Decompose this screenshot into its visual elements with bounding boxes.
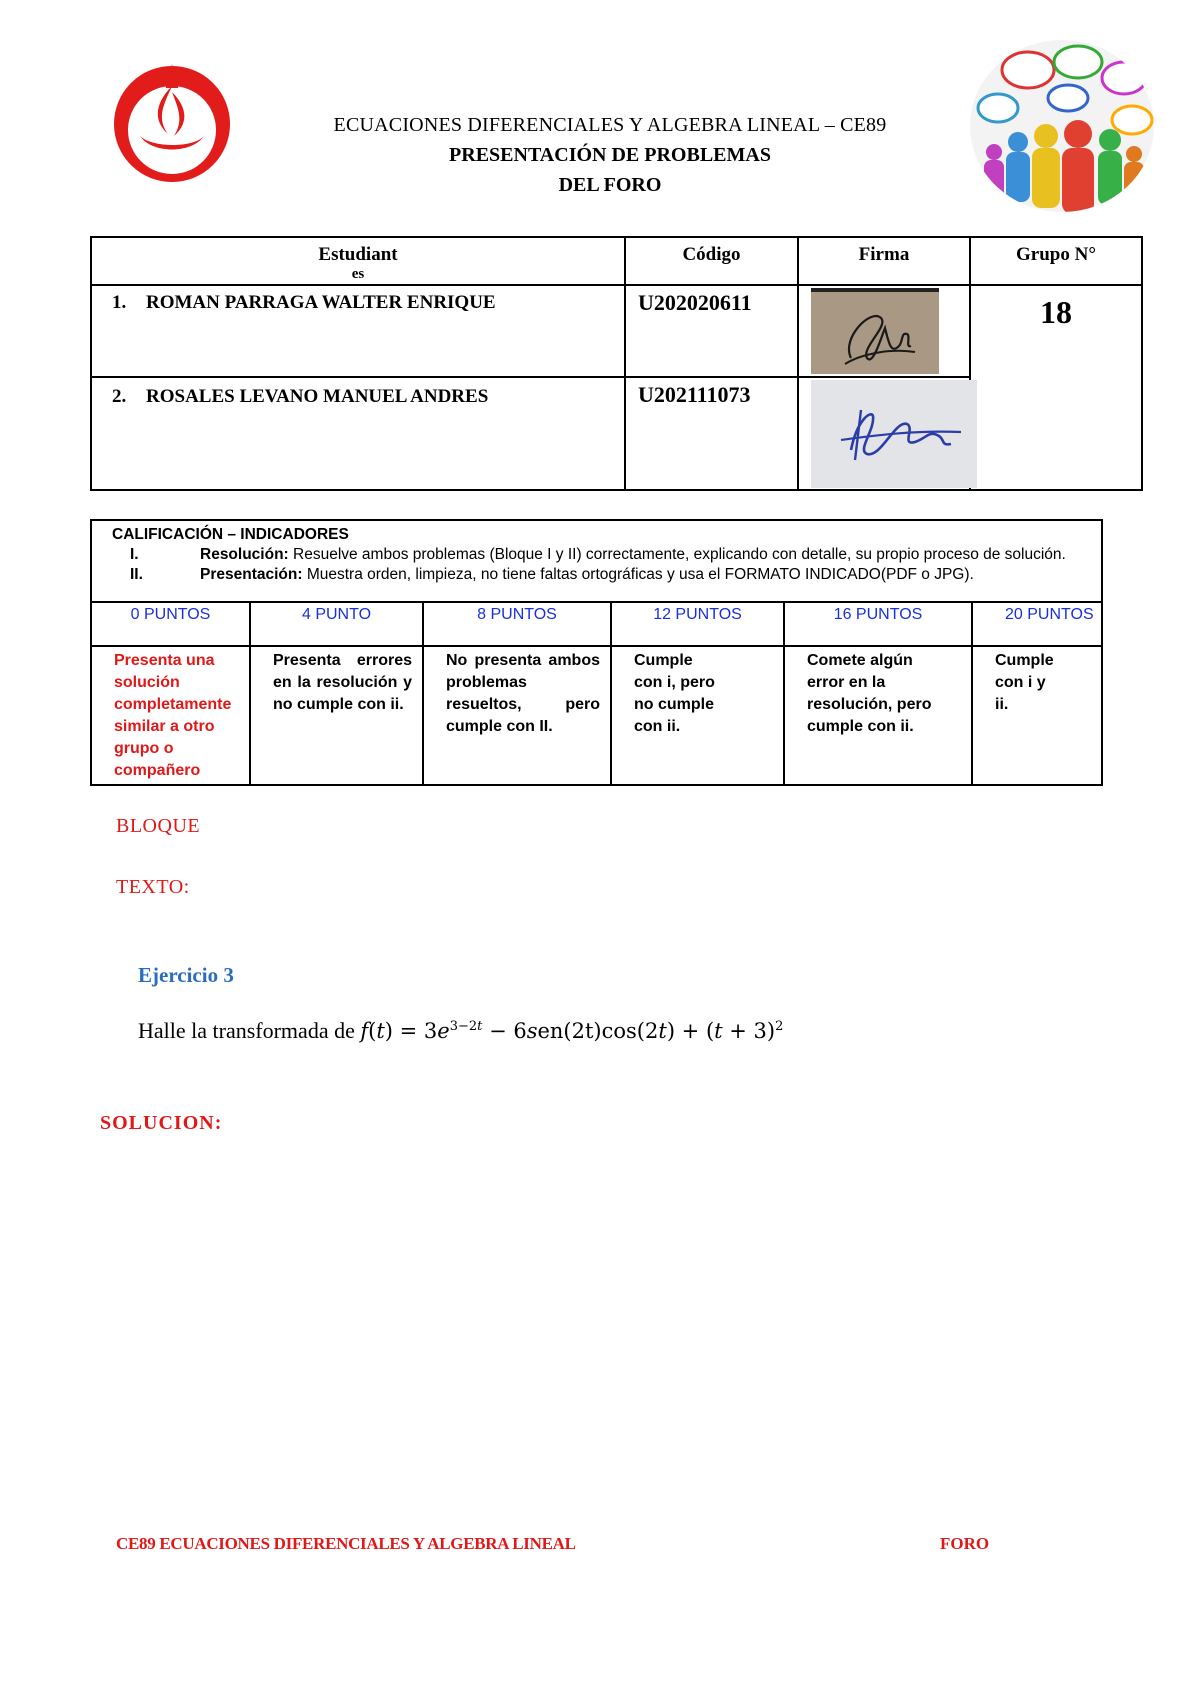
student-name: ROMAN PARRAGA WALTER ENRIQUE <box>146 292 496 313</box>
indicators-cell <box>91 520 1102 602</box>
indicators-title: CALIFICACIÓN – INDICADORES <box>112 526 349 543</box>
indicator-text: Muestra orden, limpieza, no tiene faltas ortográficas y usa el FORMATO INDICADO(PDF o JPG). <box>302 566 974 583</box>
student-row-1-signature <box>798 285 970 377</box>
student-row-2-signature <box>798 377 970 490</box>
level-description: Cumple con i y ii. <box>972 646 1102 785</box>
presentation-title: PRESENTACIÓN DE PROBLEMAS <box>449 144 771 166</box>
student-row-2-code: U202111073 <box>625 377 798 490</box>
points-level: 8 PUNTOS <box>423 602 611 646</box>
bloque-label: BLOQUE <box>116 815 201 837</box>
students-header-line1: Estudiant <box>318 244 398 265</box>
group-number: 18 <box>970 285 1142 490</box>
level-description: Cumple con i, pero no cumple con ii. <box>611 646 784 785</box>
footer-foro: FORO <box>940 1534 990 1553</box>
grading-table <box>90 519 1103 786</box>
texto-label: TEXTO: <box>116 876 190 898</box>
indicator-label: Presentación: <box>200 566 303 583</box>
student-row-2-name <box>91 377 625 490</box>
students-table <box>90 236 1143 491</box>
indicator-2 <box>112 565 1101 585</box>
students-header-line2: es <box>351 266 365 282</box>
level-description: Comete algún error en la resolución, pero cumple con ii. <box>784 646 972 785</box>
university-logo <box>112 62 232 184</box>
indicator-1 <box>112 545 1101 565</box>
exercise-statement <box>138 1018 783 1044</box>
exercise-prefix: Halle la transformada de <box>138 1018 361 1043</box>
forum-subtitle: DEL FORO <box>558 174 662 196</box>
indicator-text: Resuelve ambos problemas (Bloque I y II) correctamente, explicando con detalle, su propio proceso de solución. <box>288 546 1066 563</box>
forum-illustration <box>968 38 1156 214</box>
student-row-1-code: U202020611 <box>625 285 798 377</box>
signature-header: Firma <box>798 237 970 285</box>
points-level: 16 PUNTOS <box>784 602 972 646</box>
signature-image-2 <box>811 380 977 488</box>
exercise-title: Ejercicio 3 <box>138 963 234 987</box>
level-description: Presenta errores en la resolución y no cumple con ii. <box>250 646 423 785</box>
students-header <box>91 237 625 285</box>
points-level: 0 PUNTOS <box>91 602 250 646</box>
group-header: Grupo N° <box>970 237 1142 285</box>
points-level: 4 PUNTO <box>250 602 423 646</box>
points-level: 20 PUNTOS <box>972 602 1102 646</box>
indicator-roman: I. <box>130 546 139 563</box>
student-number: 1. <box>112 292 127 313</box>
level-description: No presenta ambos problemas resueltos, pero cumple con II. <box>423 646 611 785</box>
code-header: Código <box>625 237 798 285</box>
course-title: ECUACIONES DIFERENCIALES Y ALGEBRA LINEAL – CE89 <box>333 114 887 136</box>
student-number: 2. <box>112 386 127 407</box>
solucion-label: SOLUCION: <box>100 1112 223 1134</box>
signature-image-1 <box>811 288 939 374</box>
exercise-formula: $f(t) = 3e^{3-2t} - 6sen(2t)\cos(2t) + (t + 3)^2$ <box>360 1019 784 1043</box>
level-description: Presenta una solución completamente similar a otro grupo o compañero <box>91 646 250 785</box>
indicator-roman: II. <box>130 566 143 583</box>
student-row-1-name <box>91 285 625 377</box>
points-level: 12 PUNTOS <box>611 602 784 646</box>
indicator-label: Resolución: <box>200 546 289 563</box>
footer-course: CE89 ECUACIONES DIFERENCIALES Y ALGEBRA LINEAL <box>116 1534 576 1553</box>
student-name: ROSALES LEVANO MANUEL ANDRES <box>146 386 489 407</box>
